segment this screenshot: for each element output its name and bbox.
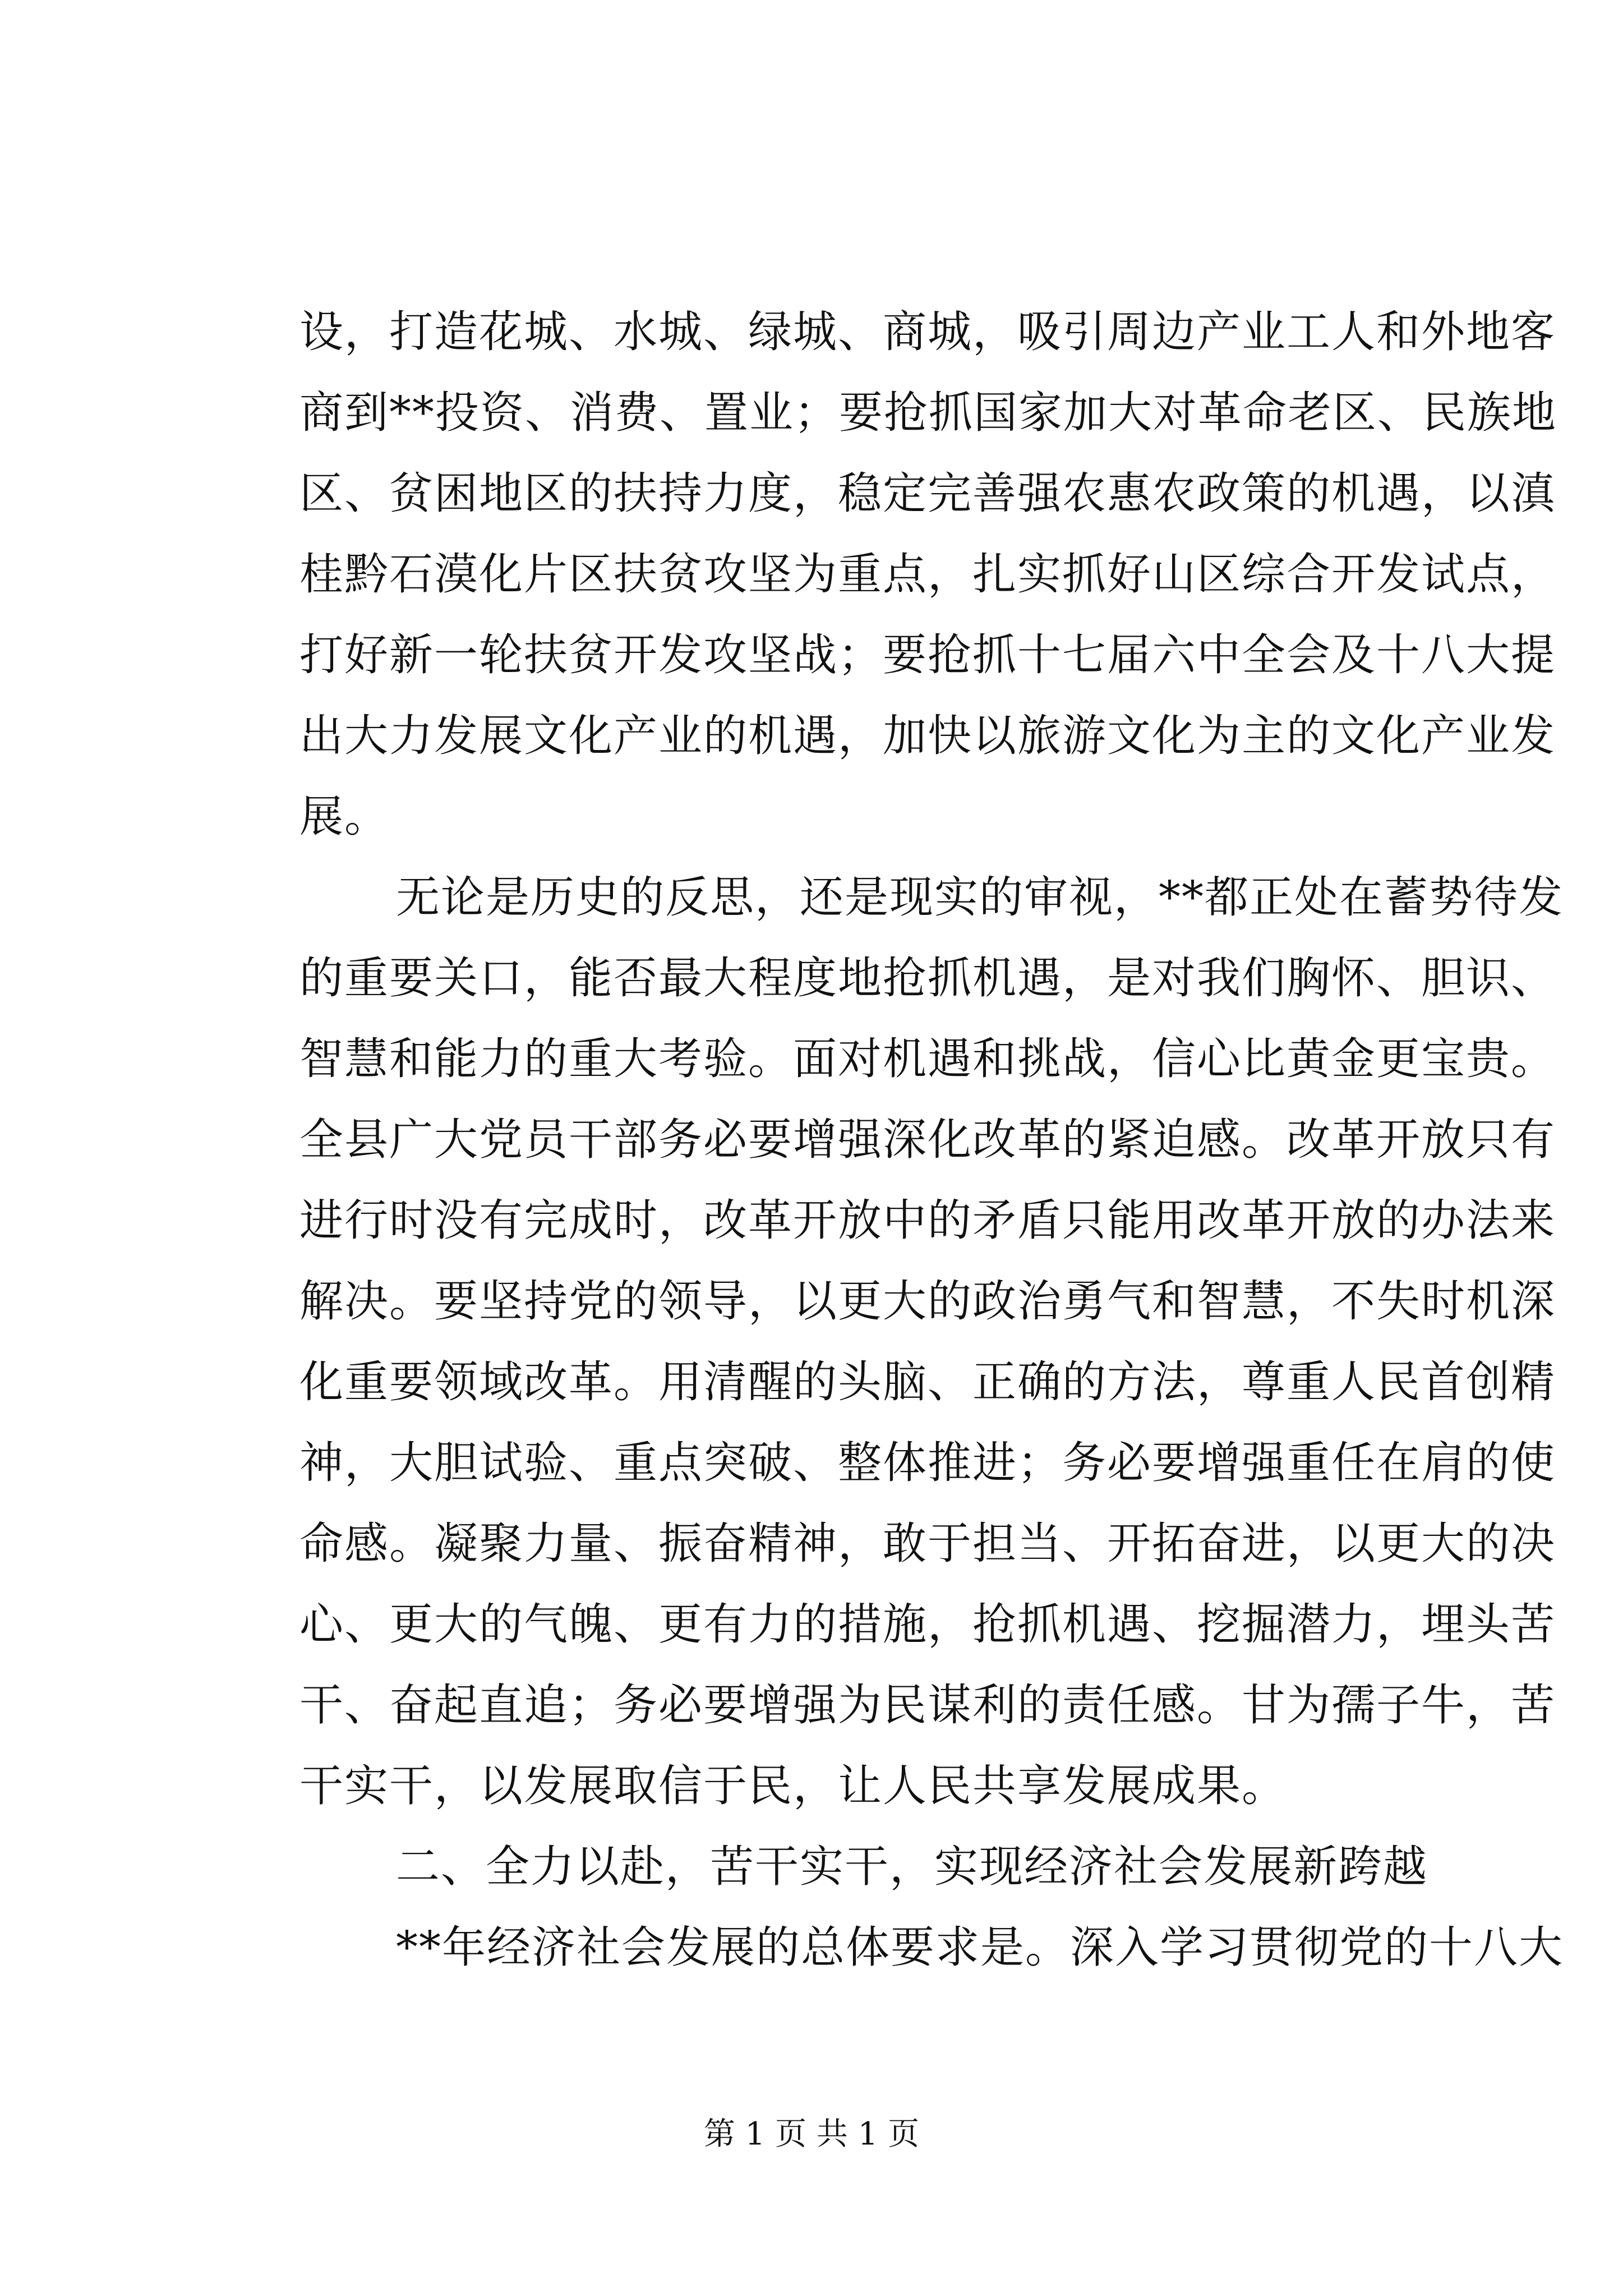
text-line: 智慧和能力的重大考验。面对机遇和挑战，信心比黄金更宝贵。 [299, 1034, 1556, 1084]
paragraph-first-line: 无论是历史的反思，还是现实的审视，**都正处在蓄势待发 [396, 872, 1564, 923]
text-line: 进行时没有完成时，改革开放中的矛盾只能用改革开放的办法来 [299, 1195, 1556, 1246]
text-line: 打好新一轮扶贫开发攻坚战；要抢抓十七届六中全会及十八大提 [299, 630, 1556, 680]
text-line: 桂黔石漠化片区扶贫攻坚为重点，扎实抓好山区综合开发试点， [299, 549, 1556, 600]
document-body [299, 292, 1564, 1988]
paragraph-first-line: **年经济社会发展的总体要求是。深入学习贯彻党的十八大 [396, 1922, 1564, 1973]
text-line: 商到**投资、消费、置业；要抢抓国家加大对革命老区、民族地 [299, 388, 1557, 438]
text-line: 的重要关口，能否最大程度地抢抓机遇，是对我们胸怀、胆识、 [299, 953, 1556, 1004]
text-line: 干实干，以发展取信于民，让人民共享发展成果。 [299, 1761, 1287, 1811]
text-line: 化重要领域改革。用清醒的头脑、正确的方法，尊重人民首创精 [299, 1357, 1556, 1407]
page-footer: 第 1 页 共 1 页 [703, 2116, 920, 2152]
text-line: 设，打造花城、水城、绿城、商城，吸引周边产业工人和外地客 [299, 307, 1556, 357]
text-line: 展。 [299, 792, 390, 842]
text-line: 全县广大党员干部务必要增强深化改革的紧迫感。改革开放只有 [299, 1115, 1556, 1165]
text-line: 心、更大的气魄、更有力的措施，抢抓机遇、挖掘潜力，埋头苦 [299, 1599, 1556, 1650]
text-line: 出大力发展文化产业的机遇，加快以旅游文化为主的文化产业发 [299, 711, 1556, 761]
text-line: 神，大胆试验、重点突破、整体推进；务必要增强重任在肩的使 [299, 1438, 1556, 1488]
text-line: 区、贫困地区的扶持力度，稳定完善强农惠农政策的机遇，以滇 [299, 468, 1556, 519]
section-heading: 二、全力以赴，苦干实干，实现经济社会发展新跨越 [396, 1842, 1428, 1892]
text-line: 解决。要坚持党的领导，以更大的政治勇气和智慧，不失时机深 [299, 1276, 1556, 1327]
text-line: 干、奋起直追；务必要增强为民谋利的责任感。甘为孺子牛，苦 [299, 1680, 1556, 1731]
text-line: 命感。凝聚力量、振奋精神，敢于担当、开拓奋进，以更大的决 [299, 1519, 1556, 1569]
